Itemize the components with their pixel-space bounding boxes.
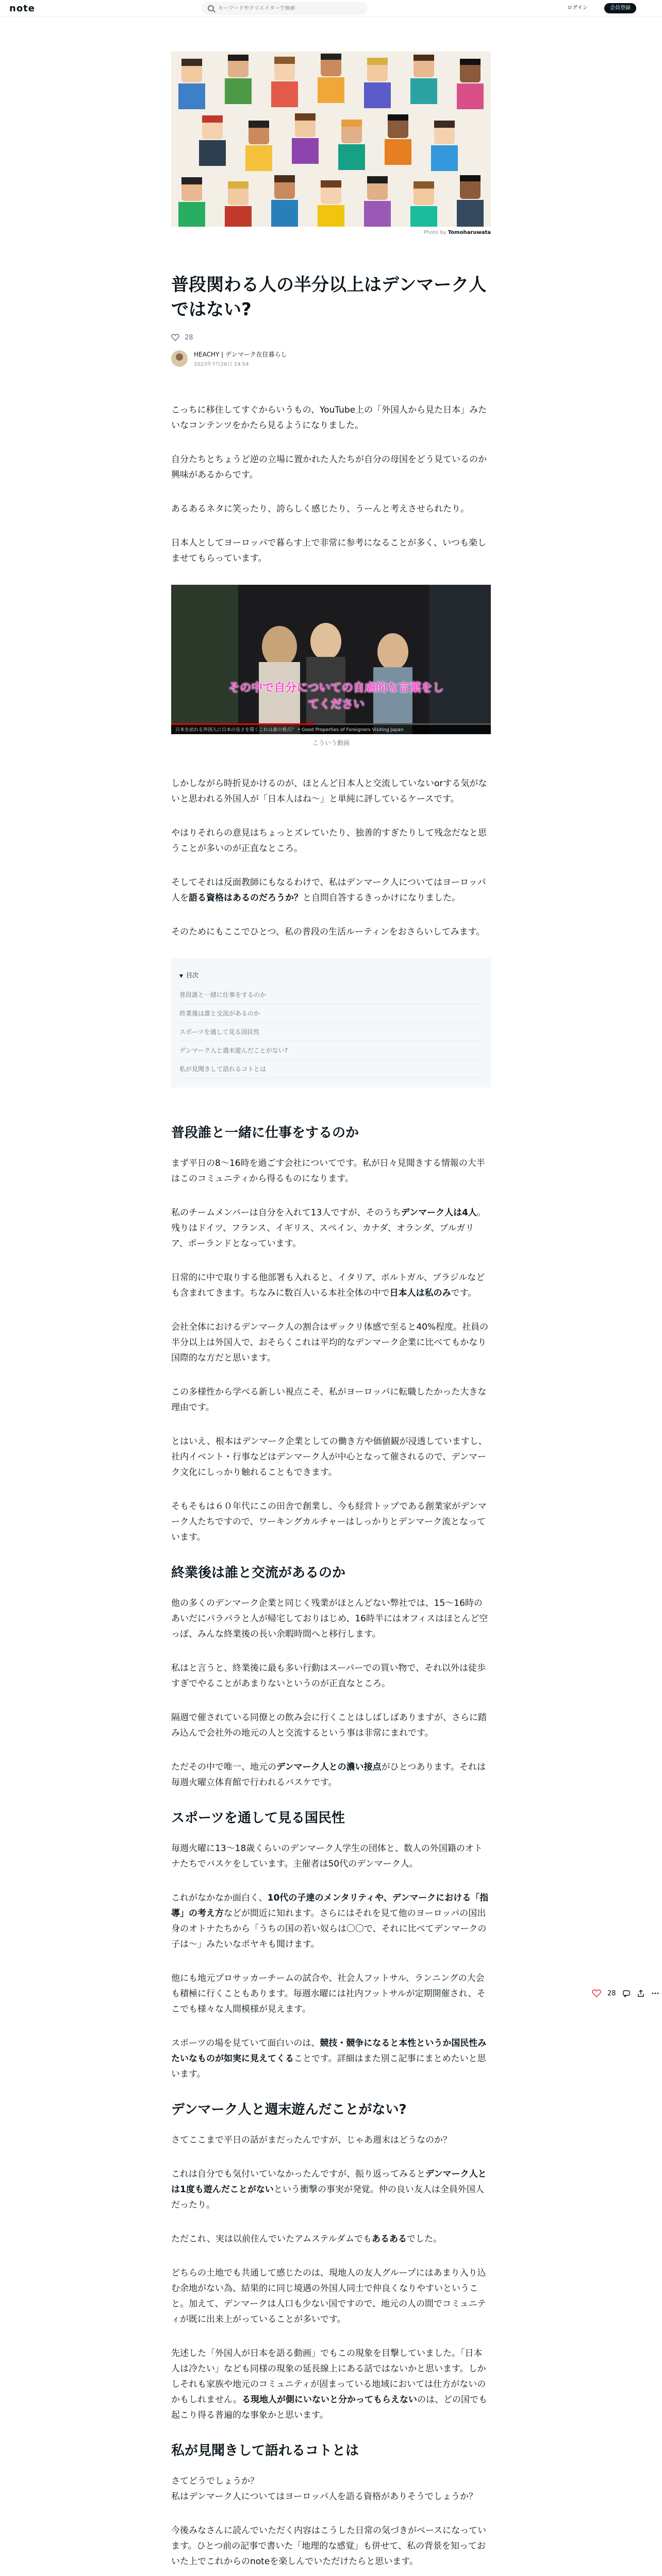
paragraph	[171, 1759, 491, 1790]
share-icon[interactable]	[637, 1989, 645, 1997]
paragraph: 日本人としてヨーロッパで暮らす上で非常に参考になることが多く、いつも楽しませてもらっています。	[171, 538, 486, 564]
paragraph: この多様性から学べる新しい視点こそ、私がヨーロッパに転職したかった大きな理由です。	[171, 1387, 487, 1413]
floating-action-bar	[592, 1989, 659, 1998]
section-heading: 普段誰と一緒に仕事をするのか	[171, 1125, 359, 1141]
video-title[interactable]: 日本を訪れる外国人に日本の良さを聞くこれは誰の視点？ • Good Properties of Foreigners Visiting Japan	[175, 727, 404, 733]
text-span: これは自分でも気付いていなかったんですが、振り返ってみると	[171, 2169, 425, 2179]
toc-item[interactable]: スポーツを通して見る国民性	[179, 1023, 483, 1041]
signup-button[interactable]: 会員登録	[604, 3, 636, 13]
author-name[interactable]: HEACHY | デンマーク在住暮らし	[194, 351, 287, 358]
section-heading: デンマーク人と週末遊んだことがない?	[171, 2102, 407, 2117]
paragraph: さてここまで平日の話がまだったんですが、じゃあ週末はどうなのか？	[171, 2135, 452, 2145]
bold-text: デンマーク人との濃い接点	[276, 1762, 382, 1772]
text-span: と自問自答するきっかけになりました。	[303, 893, 460, 903]
text-span: ただその中で唯一、地元の	[171, 1762, 276, 1772]
heart-icon[interactable]	[171, 333, 179, 342]
paragraph	[171, 2036, 491, 2082]
people-illustration	[171, 52, 491, 227]
text-span: ただこれ、実は以前住んでいたアムステルダムでも	[171, 2234, 372, 2244]
top-header	[0, 0, 662, 16]
avatar[interactable]	[171, 350, 188, 367]
paragraph: そのためにもここでひとつ、私の普段の生活ルーティンをおさらいしてみます。	[171, 927, 485, 937]
login-button[interactable]: ログイン	[562, 3, 593, 13]
chevron-down-icon: ▼	[179, 974, 183, 979]
search-input[interactable]	[218, 6, 357, 11]
text-span: でした。	[406, 2234, 442, 2244]
paragraph: どちらの土地でも共通して感じたのは、現地人の友人グループにはあまり入り込む余地がない為、結果的に同じ境遇の外国人同士で仲良くなりやすいということ。加えて、デンマークは人口も少ない国ですので、地元の人の間でコミュニティが既に出来上がっていることが多いです。	[171, 2268, 486, 2325]
hero-credit	[171, 230, 491, 235]
paragraph	[171, 1270, 491, 1301]
toc-toggle[interactable]	[179, 971, 483, 979]
paragraph: まず平日の8〜16時を過ごす会社についてです。私が日々見聞きする情報の大半はこのコミュニティから得るものになります。	[171, 1158, 485, 1184]
paragraph: 毎週火曜に13〜18歳くらいのデンマーク人学生の団体と、数人の外国籍のオトナたちでバスケをしています。主催者は50代のデンマーク人。	[171, 1843, 483, 1869]
float-like-count: 28	[607, 1989, 616, 1997]
paragraph: あるあるネタに笑ったり、誇らしく感じたり、うーんと考えさせられたり。	[171, 504, 469, 514]
paragraph: やはりそれらの意見はちょっとズレていたり、独善的すぎたりして残念だなと思うことが多いのが正直なところ。	[171, 828, 487, 854]
search-icon	[208, 5, 214, 11]
text-span: スポーツの場を見ていて面白いのは、	[171, 2038, 320, 2048]
paragraph: 他にも地元プロサッカーチームの試合や、社会人フットサル、ランニングの大会も積極に行くこともあります。毎週水曜には社内フットサルが定期開催され、そこでも様々な人間模様が見えます。	[171, 1973, 486, 2014]
toc-head-label: 目次	[186, 972, 198, 979]
bold-text: あるある	[371, 2234, 407, 2244]
video-caption: こういう動画	[312, 739, 350, 747]
bold-text: 語る資格はあるのだろうか？	[189, 893, 303, 903]
text-span: 日常的に中で取りする他部署も入れると、イタリア、ポルトガル、ブラジルなども含まれてきます。ちなみに数百人いる本社全体の中で	[171, 1273, 485, 1298]
paragraph: 自分たちとちょうど逆の立場に置かれた人たちが自分の母国をどう見ているのか興味があるからです。	[171, 454, 487, 480]
paragraph	[171, 2231, 491, 2247]
paragraph: 他の多くのデンマーク企業と同じく残業がほとんどない弊社では、15〜16時のあいだにパラパラと人が帰宅しておりはじめ、16時半にはオフィスはほとんど空っぽ、みんな終業後の長い余暇時間へと移行します。	[171, 1598, 488, 1639]
text-span: これがなかなか面白く、	[171, 1893, 268, 1903]
search-bar[interactable]	[202, 2, 367, 14]
toc-item[interactable]: 私が見聞きして語れるコトとは	[179, 1060, 483, 1078]
paragraph: 私はと言うと、終業後に最も多い行動はスーパーでの買い物で、それ以外は徒歩すぎでやることがあまりないというのが正直なところ。	[171, 1663, 486, 1689]
text-span: 先述した「外国人が日本を語る動画」でもこの現象を目撃していました。「日本人は冷たい」なども同様の現象の延長線上にある話ではないかと思います。しかしそれも家族や地元のコミュニティが固まっている地域においては仕方がないのかもしれません。	[171, 2348, 486, 2405]
paragraph: そもそもは６０年代にこの田舎で創業し、今も経営トップである創業家がデンマーク人たちですので、ワーキングカルチャーはしっかりとデンマーク流となっています。	[171, 1501, 487, 1543]
video-subtitle: その中で自分についての自虐的な言葉をしてください	[228, 682, 444, 711]
section-heading: 終業後は誰と交流があるのか	[171, 1565, 346, 1581]
article-title: 普段関わる人の半分以上はデンマーク人ではない?	[171, 275, 487, 320]
bold-text: デンマーク人とは1度も遊んだことがない	[171, 2169, 487, 2195]
table-of-contents	[171, 958, 491, 1088]
paragraph	[171, 1205, 491, 1251]
paragraph: しかしながら時折見かけるのが、ほとんど日本人と交流していないorする気がないと思われる外国人が「日本人はね〜」と単純に評しているケースです。	[171, 778, 487, 804]
paragraph: とはいえ、根本はデンマーク企業としての働き方や価値観が浸透していますし、社内イベント・行事などはデンマーク人が中心となって催されるので、デンマーク文化にしっかり触れることもできます。	[171, 1436, 487, 1478]
like-row	[171, 333, 491, 342]
text-span: そしてそれは反面教師にもなるわけで、私はデンマーク人についてはヨーロッパ人を	[171, 877, 486, 903]
section-heading: スポーツを通して見る国民性	[171, 1810, 345, 1826]
author-date: 2023年7月26日 14:54	[194, 362, 249, 367]
text-span: という衝撃の事実が発覚。仲の良い友人は全員外国人だったり。	[171, 2184, 484, 2210]
comment-icon[interactable]	[622, 1989, 631, 1997]
article	[171, 52, 491, 2576]
bold-text: 日本人は私のみ	[389, 1288, 451, 1298]
author-block[interactable]	[171, 350, 491, 367]
paragraph	[171, 875, 491, 906]
paragraph: さてどうでしょうか？ 私はデンマーク人についてはヨーロッパ人を語る資格がありそうでしょうか？	[171, 2476, 477, 2502]
bold-text: 競技・競争になると本性というか国民性みたいなものが如実に見えてくる	[171, 2038, 487, 2064]
text-span: がひとつあります。それは毎週火曜立体育館で行われるバスケです。	[171, 1762, 486, 1788]
hero-credit-prefix: Photo by	[423, 230, 446, 235]
article-body	[171, 402, 491, 2576]
paragraph: こっちに移住してすぐからいうもの、YouTube上の「外国人から見た日本」みたいなコンテンツをかたら見るようになりました。	[171, 405, 487, 431]
text-span: のは、どの国でも起こり得る普遍的な事象かと思います。	[171, 2395, 488, 2420]
bold-text: 10代の子達のメンタリティや、デンマークにおける「指導」の考え方	[171, 1893, 489, 1919]
paragraph: 今後みなさんに読んでいただく内容はこうした日常の気づきがベースになっています。ひとつ前の記事で書いた「地理的な感覚」も併せて、私の背景を知っておいた上でこれからのnoteを楽しんでいただけたらと思います。	[171, 2526, 487, 2567]
paragraph: 会社全体におけるデンマーク人の割合はザックリ体感で至ると40%程度。社員の半分以上は外国人で、おそらくこれは平均的なデンマーク企業に比べてもかなり国際的な方だと思います。	[171, 1322, 489, 1363]
paragraph	[171, 2166, 491, 2213]
like-count: 28	[185, 333, 193, 342]
text-span: などが間近に知れます。さらにはそれを見て他のヨーロッパの国出身のオトナたちから「うちの国の若い奴らは〇〇で、それに比べてデンマークの子は〜」みたいなポヤキも聞けます。	[171, 1908, 487, 1950]
toc-item[interactable]: 終業後は誰と交流があるのか	[179, 1004, 483, 1023]
paragraph: 隔週で催されている同僚との飲み会に行くことはしばしばありますが、さらに踏み込んで会社外の地元の人と交流するという事は非常にまれです。	[171, 1713, 487, 1738]
text-span: 。残りはドイツ、フランス、イギリス、スペイン、カナダ、オランダ、ブルガリア、ポーランドとなっています。	[171, 1208, 486, 1249]
toc-item[interactable]: 普段誰と一緒に仕事をするのか	[179, 986, 483, 1004]
video-info-bar	[171, 725, 491, 734]
toc-item[interactable]: デンマーク人と週末遊んだことがない?	[179, 1041, 483, 1060]
paragraph	[171, 2346, 491, 2423]
heart-icon[interactable]	[592, 1989, 601, 1998]
text-span: です。	[451, 1288, 477, 1298]
bold-text: デンマーク人は4人	[401, 1208, 477, 1218]
text-span: ことです。詳細はまた別こ記事にまとめたいと思います。	[171, 2054, 486, 2079]
embedded-video[interactable]	[171, 585, 491, 734]
person-figure	[178, 59, 205, 109]
note-logo[interactable]: note	[9, 3, 35, 14]
hero-image	[171, 52, 491, 227]
hero-credit-name[interactable]: Tomoharuwata	[448, 230, 491, 235]
bold-text: る現地人が側にいないと分かってもらえない	[242, 2395, 418, 2405]
more-icon[interactable]	[651, 1989, 659, 1997]
paragraph	[171, 1890, 491, 1952]
section-heading: 私が見聞きして語れるコトとは	[171, 2443, 359, 2459]
text-span: 私のチームメンバーは自分を入れて13人ですが、そのうち	[171, 1208, 401, 1218]
